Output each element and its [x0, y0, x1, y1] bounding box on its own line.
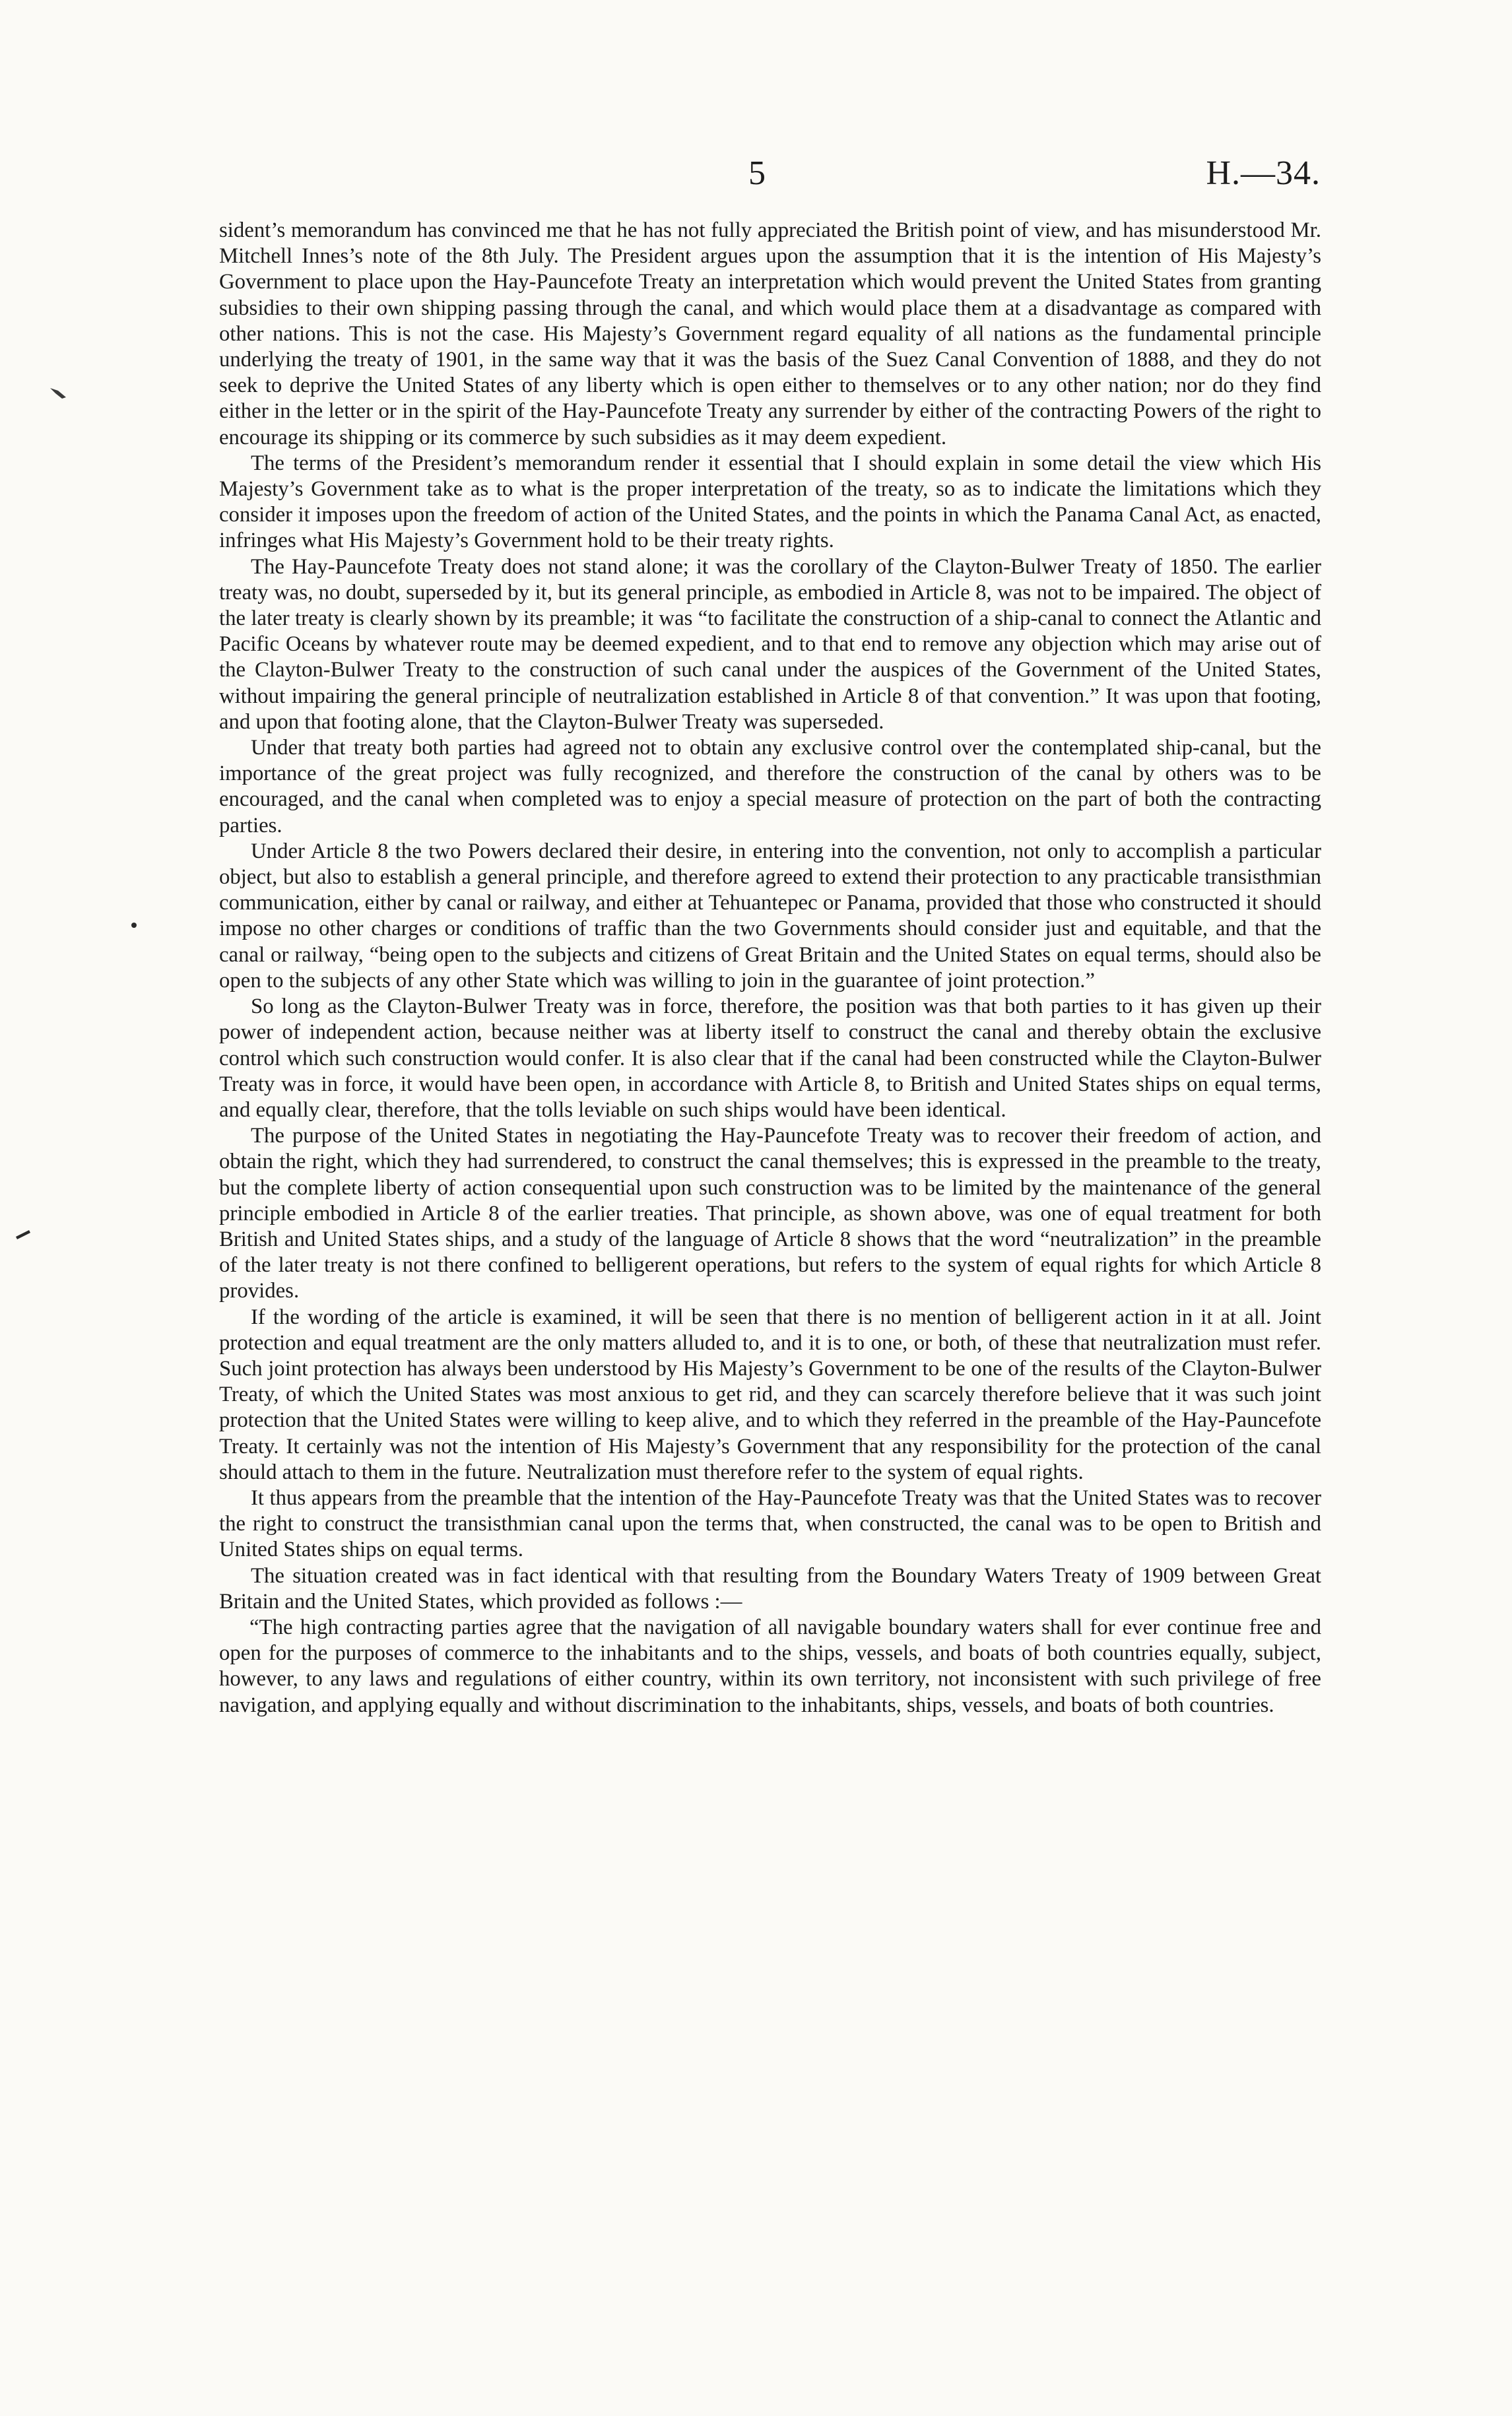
paragraph: Under that treaty both parties had agreed not to obtain any exclusive control over the contemplated ship-canal, but the importance of the great project was fully recognized, and therefore the construction of the canal by others was to be encouraged, and the canal when completed was to enjoy a special measure of protection on the part of both the contracting parties.	[219, 736, 1321, 837]
paragraph-continued: sident’s memorandum has convinced me that he has not fully appreciated the British point of view, and has misunderstood Mr. Mitchell Innes’s note of the 8th July. The President argues upon the assumption that it is the intention of His Majesty’s Government to place upon the Hay-Pauncefote Treaty an interpretation which would prevent the United States from granting subsidies to their own shipping passing through the canal, and which would place them at a disadvantage as compared with other nations. This is not the case. His Majesty’s Government regard equality of all nations as the fundamental principle underlying the treaty of 1901, in the same way that it was the basis of the Suez Canal Convention of 1888, and they do not seek to deprive the United States of any liberty which is open either to themselves or to any other nation; nor do they find either in the letter or in the spirit of the Hay-Pauncefote Treaty any surrender by either of the contracting Powers of the right to encourage its shipping or its commerce by such subsidies as it may deem expedient.	[219, 218, 1321, 449]
page-header	[0, 150, 1512, 203]
paragraph: Under Article 8 the two Powers declared their desire, in entering into the convention, not only to accomplish a particular object, but also to establish a general principle, and therefore agreed to extend their protection to any practicable transisthmian communication, either by canal or railway, and either at Tehuantepec or Panama, provided that those who constructed it should impose no other charges or conditions of traffic than the two Governments should consider just and equitable, and that the canal or railway, “being open to the subjects and citizens of Great Britain and the United States on equal terms, should also be open to the subjects of any other State which was willing to join in the guarantee of joint protection.”	[219, 839, 1321, 993]
page-number: 5	[748, 154, 766, 192]
margin-dot-mark	[130, 921, 138, 929]
paragraph: If the wording of the article is examined, it will be seen that there is no mention of belligerent action in it at all. Joint protection and equal treatment are the only matters alluded to, and it is to one, or both, of these that neutralization must refer. Such joint protection has always been understood by His Majesty’s Government to be one of the results of the Clayton-Bulwer Treaty, of which the United States was most anxious to get rid, and they can scarcely therefore believe that it was such joint protection that the United States were willing to keep alive, and to which they referred in the preamble of the Hay-Pauncefote Treaty. It certainly was not the intention of His Majesty’s Government that any responsibility for the protection of the canal should attach to them in the future. Neutralization must therefore refer to the system of equal rights.	[219, 1305, 1321, 1484]
paragraph: The purpose of the United States in negotiating the Hay-Pauncefote Treaty was to recover their freedom of action, and obtain the right, which they had surrendered, to construct the canal themselves; this is expressed in the preamble to the treaty, but the complete liberty of action consequential upon such construction was to be limited by the maintenance of the general principle embodied in Article 8 of the earlier treaties. That principle, as shown above, was one of equal treatment for both British and United States ships, and a study of the language of Article 8 shows that the word “neutralization” in the preamble of the later treaty is not there confined to belligerent operations, but refers to the system of equal rights for which Article 8 provides.	[219, 1124, 1321, 1303]
paragraph: The Hay-Pauncefote Treaty does not stand alone; it was the corollary of the Clayton-Bulwer Treaty of 1850. The earlier treaty was, no doubt, superseded by it, but its general principle, as embodied in Article 8, was not to be impaired. The object of the later treaty is clearly shown by its preamble; it was “to facilitate the construction of a ship-canal to connect the Atlantic and Pacific Oceans by whatever route may be deemed expedient, and to that end to remove any objection which may arise out of the Clayton-Bulwer Treaty to the construction of such canal under the auspices of the Government of the United States, without impairing the general principle of neutralization established in Article 8 of that convention.” It was upon that footing, and upon that footing alone, that the Clayton-Bulwer Treaty was superseded.	[219, 554, 1321, 734]
block-quote: “The high contracting parties agree that the navigation of all navigable boundary waters shall for ever continue free and open for the purposes of commerce to the inhabitants and to the ships, vessels, and boats of both countries equally, subject, however, to any laws and regulations of either country, within its own territory, not inconsistent with such privilege of free navigation, and applying equally and without discrimination to the inhabitants, ships, vessels, and boats of both countries.	[219, 1615, 1321, 1717]
document-body	[219, 218, 1321, 1718]
margin-pencil-mark	[13, 1208, 33, 1247]
paragraph: The situation created was in fact identical with that resulting from the Boundary Waters Treaty of 1909 between Great Britain and the United States, which provided as follows :—	[219, 1563, 1321, 1614]
paragraph: So long as the Clayton-Bulwer Treaty was in force, therefore, the position was that both parties to it has given up their power of independent action, because neither was at liberty itself to construct the canal and thereby obtain the exclusive control which such construction would confer. It is also clear that if the canal had been constructed while the Clayton-Bulwer Treaty was in force, it would have been open, in accordance with Article 8, to British and United States ships on equal terms, and equally clear, therefore, that the tolls leviable on such ships would have been identical.	[219, 995, 1321, 1122]
document-reference: H.—34.	[1206, 154, 1321, 192]
margin-ink-mark	[46, 383, 73, 403]
paragraph: It thus appears from the preamble that the intention of the Hay-Pauncefote Treaty was that the United States was to recover the right to construct the transisthmian canal upon the terms that, when constructed, the canal was to be open to British and United States ships on equal terms.	[219, 1486, 1321, 1562]
paragraph: The terms of the President’s memorandum render it essential that I should explain in some detail the view which His Majesty’s Government take as to what is the proper interpretation of the treaty, so as to indicate the limitations which they consider it imposes upon the freedom of action of the United States, and the points in which the Panama Canal Act, as enacted, infringes what His Majesty’s Government hold to be their treaty rights.	[219, 451, 1321, 553]
